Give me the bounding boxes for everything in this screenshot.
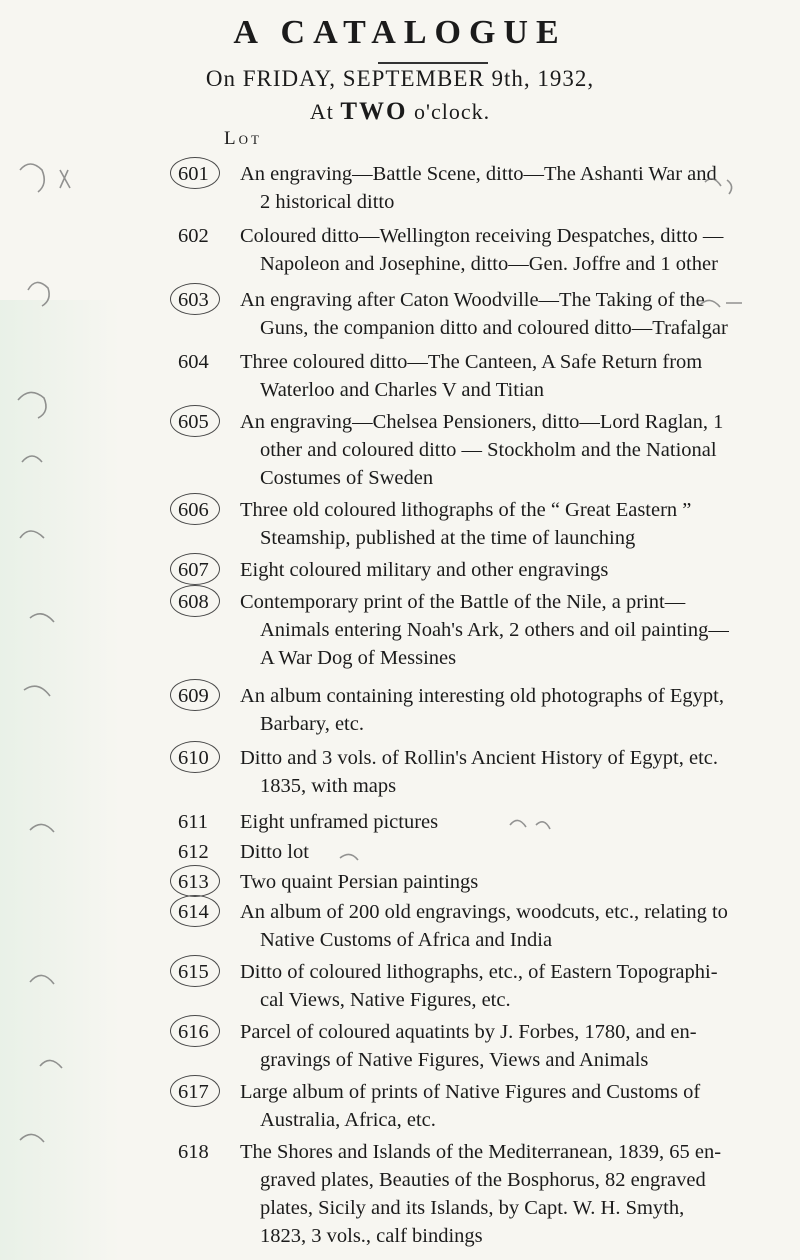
description-line: A War Dog of Messines (260, 647, 457, 669)
description-line: Coloured ditto—Wellington receiving Despatches, ditto — (240, 225, 724, 247)
description-line: Napoleon and Josephine, ditto—Gen. Joffre and 1 other (260, 253, 718, 275)
lot-number: 609 (178, 685, 209, 707)
description-line: Animals entering Noah's Ark, 2 others and oil painting— (260, 619, 729, 641)
description-line: Ditto and 3 vols. of Rollin's Ancient History of Egypt, etc. (240, 747, 718, 769)
description-line: Guns, the companion ditto and coloured ditto—Trafalgar (260, 317, 728, 339)
time-prefix: At (309, 99, 341, 124)
time-word: TWO (340, 98, 408, 125)
description-line: Three old coloured lithographs of the “ Great Eastern ” (240, 499, 692, 521)
description-line: Eight unframed pictures (240, 811, 439, 833)
description-line: 2 historical ditto (260, 191, 395, 213)
description-line: An album of 200 old engravings, woodcuts, etc., relating to (240, 901, 728, 923)
description-line: Two quaint Persian paintings (240, 871, 479, 893)
description-line: An engraving after Caton Woodville—The Taking of the (240, 289, 705, 311)
description-line: Costumes of Sweden (260, 467, 434, 489)
description-line: Three coloured ditto—The Canteen, A Safe Return from (240, 351, 703, 373)
description-line: Waterloo and Charles V and Titian (260, 379, 544, 401)
description-line: 1835, with maps (260, 775, 397, 797)
lot-number: 612 (178, 841, 209, 863)
description-line: graved plates, Beauties of the Bosphorus, 82 engraved (260, 1169, 706, 1191)
description-line: 1823, 3 vols., calf bindings (260, 1225, 483, 1247)
lot-heading: Lot (224, 128, 262, 149)
description-line: Eight coloured military and other engravings (240, 559, 609, 581)
lot-number: 611 (178, 811, 208, 833)
description-line: other and coloured ditto — Stockholm and the National (260, 439, 717, 461)
description-line: Ditto of coloured lithographs, etc., of Eastern Topographi- (240, 961, 718, 983)
lot-number: 601 (178, 163, 209, 185)
lot-number: 614 (178, 901, 209, 923)
description-line: An album containing interesting old photographs of Egypt, (240, 685, 724, 707)
lot-number: 615 (178, 961, 209, 983)
lot-number: 606 (178, 499, 209, 521)
catalogue-title: A CATALOGUE (233, 14, 567, 51)
description-line: An engraving—Battle Scene, ditto—The Ashanti War and (240, 163, 717, 185)
time-suffix: o'clock. (407, 99, 491, 124)
description-line: Australia, Africa, etc. (260, 1109, 436, 1131)
description-line: Contemporary print of the Battle of the Nile, a print— (240, 591, 686, 613)
description-line: Ditto lot (240, 841, 309, 863)
description-line: Native Customs of Africa and India (260, 929, 553, 951)
lot-number: 617 (178, 1081, 209, 1103)
lot-number: 604 (178, 351, 209, 373)
description-line: The Shores and Islands of the Mediterranean, 1839, 65 en- (240, 1141, 722, 1163)
description-line: Large album of prints of Native Figures and Customs of (240, 1081, 701, 1103)
lot-number: 613 (178, 871, 209, 893)
description-line: Barbary, etc. (260, 713, 364, 735)
lot-number: 605 (178, 411, 209, 433)
description-line: cal Views, Native Figures, etc. (260, 989, 511, 1011)
lot-number: 616 (178, 1021, 209, 1043)
lot-number: 602 (178, 225, 209, 247)
sale-date: On FRIDAY, SEPTEMBER 9th, 1932, (205, 66, 595, 91)
lot-number: 618 (178, 1141, 209, 1163)
lot-number: 603 (178, 289, 209, 311)
description-line: An engraving—Chelsea Pensioners, ditto—Lord Raglan, 1 (240, 411, 724, 433)
description-line: gravings of Native Figures, Views and Animals (260, 1049, 649, 1071)
lot-number: 608 (178, 591, 209, 613)
description-line: Parcel of coloured aquatints by J. Forbes, 1780, and en- (240, 1021, 697, 1043)
description-line: plates, Sicily and its Islands, by Capt. W. H. Smyth, (260, 1197, 685, 1219)
description-line: Steamship, published at the time of launching (260, 527, 636, 549)
lot-number: 610 (178, 747, 209, 769)
lot-number: 607 (178, 559, 209, 581)
